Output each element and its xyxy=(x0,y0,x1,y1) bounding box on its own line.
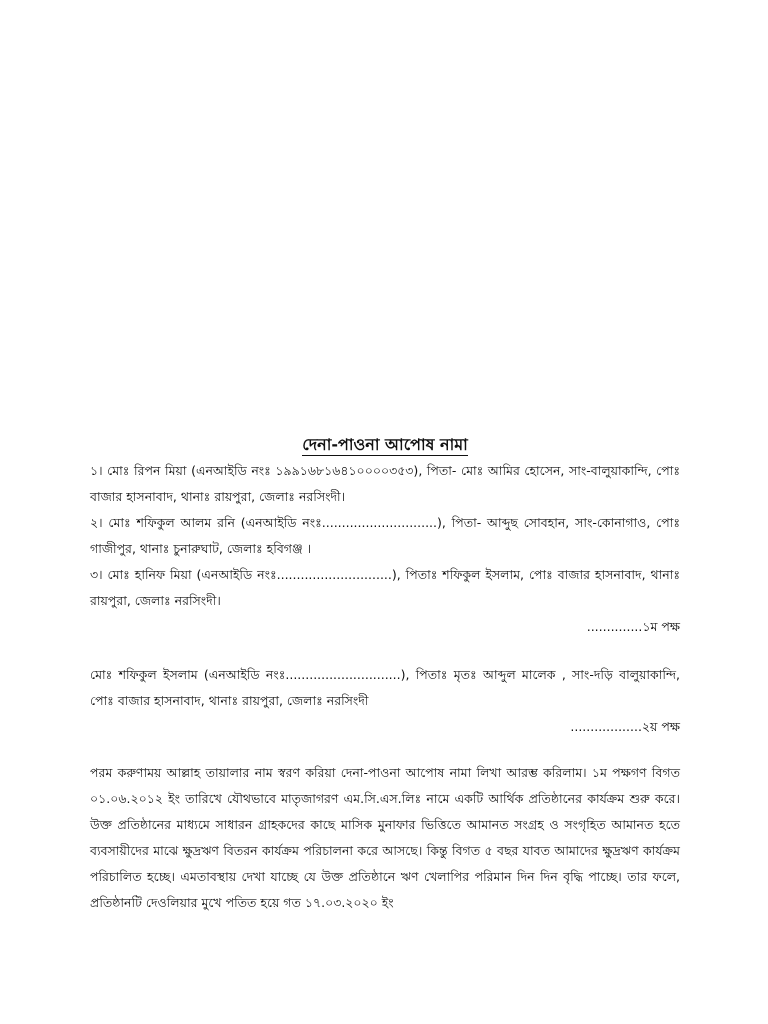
document-title-text: দেনা-পাওনা আপোষ নামা xyxy=(302,435,468,454)
first-party-entry-1: ১। মোঃ রিপন মিয়া (এনআইডি নংঃ ১৯৯১৬৮১৬৪১০০০০৩৫৩), পিতা- মোঃ আমির হোসেন, সাং-বালুয়াকান্দি, পোঃ বাজার হাসনাবাদ, থানাঃ রায়পুরা, জেলাঃ নরসিংদী। xyxy=(90,463,680,504)
section-spacer xyxy=(90,640,680,662)
first-party-label: ..............১ম পক্ষ xyxy=(586,619,680,634)
document-content xyxy=(90,432,680,916)
first-party-entry-2: ২। মোঃ শফিকুল আলম রনি (এনআইডি নংঃ.............................), পিতা- আব্দুছ সোবহান, সাং-কোনাগাও, পোঃ গাজীপুর, থানাঃ চুনারুঘাট, জেলাঃ হবিগঞ্জ । xyxy=(90,515,680,556)
second-party-label: ..................২য় পক্ষ xyxy=(570,719,680,734)
document-title xyxy=(90,432,680,458)
body-paragraph: পরম করুণাময় আল্লাহ তায়ালার নাম স্বরণ করিয়া দেনা-পাওনা আপোষ নামা লিখা আরম্ভ করিলাম। ১ম পক্ষগণ বিগত ০১.০৬.২০১২ ইং তারিখে যৌথভাবে মাতৃজাগরণ এম.সি.এস.লিঃ নামে একটি আর্থিক প্রতিষ্ঠানের কার্যক্রম শুরু করে। উক্ত প্রতিষ্ঠানের মাধ্যমে সাধারন গ্রাহকদের কাছে মাসিক মুনাফার ভিত্তিতে আমানত সংগ্রহ ও সংগৃহিত আমানত হতে ব্যবসায়ীদের মাঝে ক্ষুদ্রঋণ বিতরন কার্যক্রম পরিচালনা করে আসছে। কিন্তু বিগত ৫ বছর যাবত আমাদের ক্ষুদ্রঋণ কার্যক্রম পরিচালিত হচ্ছে। এমতাবস্থায় দেখা যাচ্ছে যে উক্ত প্রতিষ্ঠানে ঋণ খেলাপির পরিমান দিন দিন বৃদ্ধি পাচ্ছে। তার ফলে, প্রতিষ্ঠানটি দেওলিয়ার মুখে পতিত হয়ে গত ১৭.০৩.২০২০ ইং xyxy=(90,765,680,910)
second-party-entry: মোঃ শফিকুল ইসলাম (এনআইডি নংঃ.............................), পিতাঃ মৃতঃ আব্দুল মালেক , সাং-দড়ি বালুয়াকান্দি, পোঃ বাজার হাসনাবাদ, থানাঃ রায়পুরা, জেলাঃ নরসিংদী xyxy=(90,667,680,708)
section-spacer xyxy=(90,740,680,760)
first-party-entry-3: ৩। মোঃ হানিফ মিয়া (এনআইডি নংঃ.............................), পিতাঃ শফিকুল ইসলাম, পোঃ বাজার হাসনাবাদ, থানাঃ রায়পুরা, জেলাঃ নরসিংদী। xyxy=(90,567,680,608)
